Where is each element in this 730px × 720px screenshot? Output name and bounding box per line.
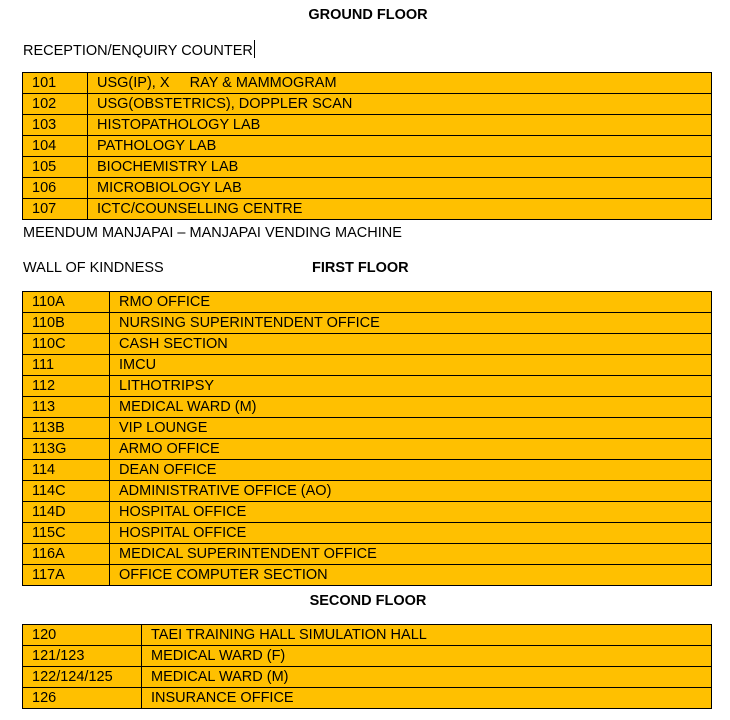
room-number: 113B — [23, 418, 110, 439]
room-number: 110A — [23, 292, 110, 313]
room-number: 110B — [23, 313, 110, 334]
room-name: MICROBIOLOGY LAB — [88, 178, 712, 199]
table-row — [23, 460, 712, 481]
room-number: 116A — [23, 544, 110, 565]
room-number: 113G — [23, 439, 110, 460]
table-row — [23, 667, 712, 688]
table-row — [23, 418, 712, 439]
room-name: USG(OBSTETRICS), DOPPLER SCAN — [88, 94, 712, 115]
room-name: PATHOLOGY LAB — [88, 136, 712, 157]
table-row — [23, 292, 712, 313]
room-name: DEAN OFFICE — [110, 460, 712, 481]
table-row — [23, 157, 712, 178]
room-number: 111 — [23, 355, 110, 376]
room-number: 114C — [23, 481, 110, 502]
room-name: LITHOTRIPSY — [110, 376, 712, 397]
room-number: 126 — [23, 688, 142, 709]
table-row — [23, 397, 712, 418]
room-name: ICTC/COUNSELLING CENTRE — [88, 199, 712, 220]
table-row — [23, 199, 712, 220]
table-row — [23, 115, 712, 136]
room-number: 102 — [23, 94, 88, 115]
room-name: ADMINISTRATIVE OFFICE (AO) — [110, 481, 712, 502]
table-row — [23, 646, 712, 667]
room-number: 103 — [23, 115, 88, 136]
room-number: 105 — [23, 157, 88, 178]
table-row — [23, 502, 712, 523]
second-floor-table — [22, 624, 712, 709]
room-name: MEDICAL SUPERINTENDENT OFFICE — [110, 544, 712, 565]
room-name: CASH SECTION — [110, 334, 712, 355]
table-row — [23, 439, 712, 460]
wall-of-kindness-label: WALL OF KINDNESS — [23, 260, 164, 276]
first-floor-table — [22, 291, 712, 586]
room-name: HISTOPATHOLOGY LAB — [88, 115, 712, 136]
room-name: BIOCHEMISTRY LAB — [88, 157, 712, 178]
room-name: MEDICAL WARD (M) — [110, 397, 712, 418]
table-row — [23, 94, 712, 115]
first-floor-heading: FIRST FLOOR — [312, 260, 409, 276]
room-number: 121/123 — [23, 646, 142, 667]
room-number: 106 — [23, 178, 88, 199]
room-number: 104 — [23, 136, 88, 157]
room-name: MEDICAL WARD (F) — [142, 646, 712, 667]
reception-line[interactable] — [23, 40, 255, 59]
room-name: INSURANCE OFFICE — [142, 688, 712, 709]
reception-label: RECEPTION/ENQUIRY COUNTER — [23, 43, 253, 59]
room-number: 120 — [23, 625, 142, 646]
table-row — [23, 178, 712, 199]
room-number: 107 — [23, 199, 88, 220]
table-row — [23, 334, 712, 355]
room-name: OFFICE COMPUTER SECTION — [110, 565, 712, 586]
room-name: MEDICAL WARD (M) — [142, 667, 712, 688]
room-number: 101 — [23, 73, 88, 94]
room-number: 110C — [23, 334, 110, 355]
room-name: USG(IP), X RAY & MAMMOGRAM — [88, 73, 712, 94]
table-row — [23, 313, 712, 334]
room-number: 117A — [23, 565, 110, 586]
table-row — [23, 523, 712, 544]
table-row — [23, 565, 712, 586]
table-row — [23, 481, 712, 502]
second-floor-heading: SECOND FLOOR — [309, 593, 427, 609]
room-name: NURSING SUPERINTENDENT OFFICE — [110, 313, 712, 334]
table-row — [23, 136, 712, 157]
table-row — [23, 688, 712, 709]
text-cursor — [254, 40, 255, 58]
table-row — [23, 73, 712, 94]
room-name: VIP LOUNGE — [110, 418, 712, 439]
room-name: ARMO OFFICE — [110, 439, 712, 460]
room-number: 114D — [23, 502, 110, 523]
room-name: RMO OFFICE — [110, 292, 712, 313]
table-row — [23, 625, 712, 646]
ground-floor-table — [22, 72, 712, 220]
room-name: IMCU — [110, 355, 712, 376]
room-number: 113 — [23, 397, 110, 418]
table-row — [23, 376, 712, 397]
room-name: HOSPITAL OFFICE — [110, 523, 712, 544]
room-name: TAEI TRAINING HALL SIMULATION HALL — [142, 625, 712, 646]
room-number: 114 — [23, 460, 110, 481]
room-name: HOSPITAL OFFICE — [110, 502, 712, 523]
room-number: 112 — [23, 376, 110, 397]
table-row — [23, 544, 712, 565]
room-number: 122/124/125 — [23, 667, 142, 688]
ground-floor-heading: GROUND FLOOR — [308, 7, 428, 23]
table-row — [23, 355, 712, 376]
room-number: 115C — [23, 523, 110, 544]
manjapai-note: MEENDUM MANJAPAI – MANJAPAI VENDING MACHINE — [23, 225, 402, 241]
